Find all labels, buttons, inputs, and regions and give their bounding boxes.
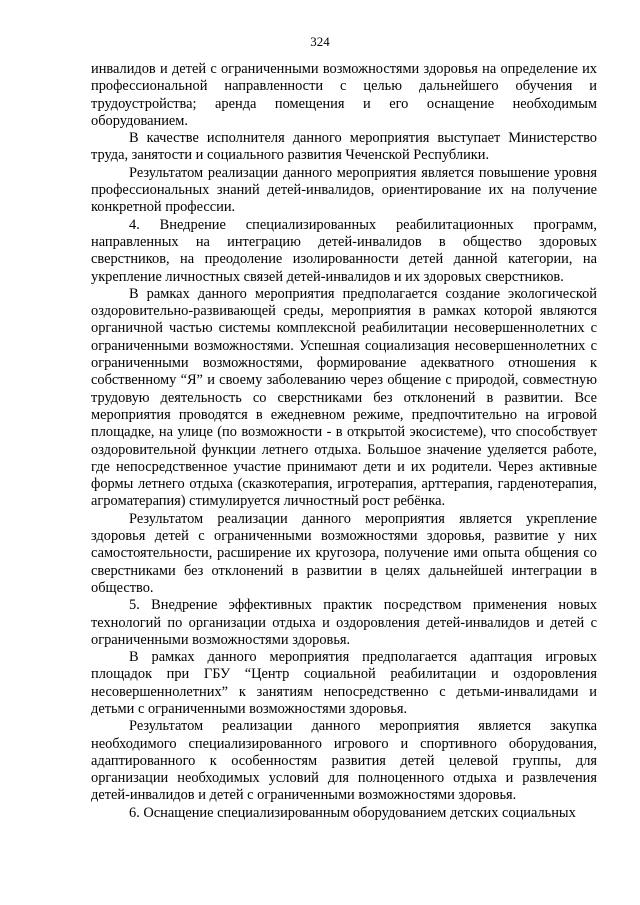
paragraph-item-6: 6. Оснащение специализированным оборудованием детских социальных — [129, 804, 576, 821]
page-number: 324 — [310, 34, 330, 49]
paragraph-executor: В качестве исполнителя данного мероприятия выступает Министерство труда, занятости и социального развития Чеченской Республики. — [91, 130, 597, 164]
document-body — [91, 61, 597, 822]
paragraph-result-1: Результатом реализации данного мероприятия является повышение уровня профессиональных знаний детей-инвалидов, ориентирование их на получение конкретной профессии. — [91, 164, 597, 216]
paragraph-result-2: Результатом реализации данного мероприятия является укрепление здоровья детей с ограниченными возможностями здоровья, развитие у них самостоятельности, расширение их кругозора, получение ими опыта общения со сверстниками без отклонений в развитии в целях дальнейшей интеграции в общество. — [91, 510, 597, 596]
paragraph-item-4: 4. Внедрение специализированных реабилитационных программ, направленных на интеграцию детей-инвалидов в общество здоровых сверстников, на преодоление изолированности детей данной категории, на укрепление личностных связей детей-инвалидов и их здоровых сверстников. — [91, 216, 597, 285]
paragraph-playgrounds: В рамках данного мероприятия предполагается адаптация игровых площадок при ГБУ “Центр социальной реабилитации и оздоровления несовершеннолетних” к занятиям непосредственно с детьми-инвалидами и детьми с ограниченными возможностями здоровья. — [91, 649, 597, 717]
paragraph-continuation: инвалидов и детей с ограниченными возможностями здоровья на определение их профессиональной направленности с целью дальнейшего обучения и трудоустройства; аренда помещения и его оснащение необходимым оборудованием. — [91, 61, 597, 129]
paragraph-result-3: Результатом реализации данного мероприятия является закупка необходимого специализированного игрового и спортивного оборудования, адаптированного к особенностям развития детей целевой группы, для организации необходимых условий для полноценного отдыха и развлечения детей-инвалидов и детей с ограниченными возможностями здоровья. — [91, 718, 597, 804]
paragraph-eco-environment: В рамках данного мероприятия предполагается создание экологической оздоровительно-развивающей среды, мероприятия в рамках которой являются органичной частью системы комплексной реабилитации несовершеннолетних с ограниченными возможностями. Успешная социализация несовершеннолетних с ограниченными возможностями, формирование адекватного отношения к собственному “Я” и своему заболеванию через общение с природой, совместную трудовую деятельность со сверстниками без отклонений в развитии. Все мероприятия проводятся в ежедневном режиме, предпочтительно на игровой площадке, на улице (по возможности - в открытой экосистеме), что способствует оздоровительной функции летнего отдыха. Большое значение уделяется работе, где непосредственное участие принимают дети и их родители. Через активные формы летнего отдыха (сказкотерапия, игротерапия, арттерапия, гарденотерапия, агрoматерапия) стимулируется личностный рост ребёнка. — [91, 285, 597, 510]
paragraph-item-5: 5. Внедрение эффективных практик посредством применения новых технологий по организации отдыха и оздоровления детей-инвалидов и детей с ограниченными возможностями здоровья. — [91, 597, 597, 648]
